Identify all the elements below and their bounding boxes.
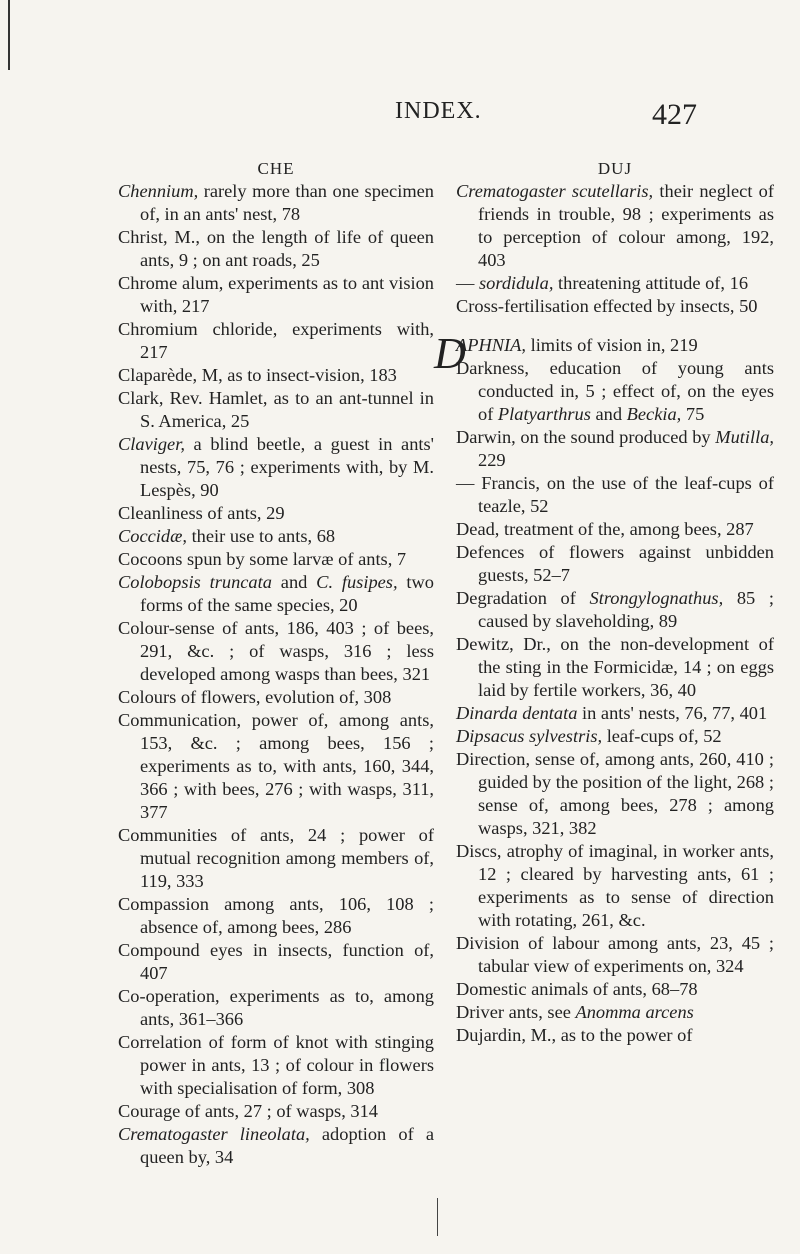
- index-entry: [118, 617, 434, 686]
- entry-text: Dewitz, Dr., on the non-development of the sting in the Formicidæ, 14 ; on eggs laid by fertile workers, 36, 40: [456, 634, 774, 700]
- entry-text: Communities of ants, 24 ; power of mutual recognition among members of, 119, 333: [118, 825, 434, 891]
- entry-text: and: [590, 404, 627, 424]
- index-entry: [456, 357, 774, 426]
- right-entry-list-bottom: [456, 357, 774, 1047]
- index-entry: [118, 1031, 434, 1100]
- entry-text: Claparède, M, as to insect-vision, 183: [118, 365, 397, 385]
- index-entry: [456, 633, 774, 702]
- entry-text: Cross-fertilisation effected by insects, 50: [456, 296, 758, 316]
- index-entry: [118, 686, 434, 709]
- entry-text: their neglect of friends in trouble, 98 ; experiments as to perception of colour among, 192, 403: [478, 181, 774, 270]
- entry-text: 229: [478, 450, 506, 470]
- entry-italic-term: APHNIA,: [456, 335, 526, 355]
- entry-text: threatening attitude of, 16: [553, 273, 749, 293]
- scan-edge-rule: [8, 0, 10, 70]
- index-entry: [456, 932, 774, 978]
- entry-text: limits of vision in, 219: [525, 335, 698, 355]
- entry-italic-term: Crematogaster lineolata,: [118, 1124, 310, 1144]
- page-number: 427: [652, 98, 697, 131]
- index-entry: [118, 709, 434, 824]
- entry-italic-term: Crematogaster scutellaris,: [456, 181, 654, 201]
- entry-text: Communication, power of, among ants, 153, &c. ; among bees, 156 ; experiments as to, with ants, 160, 344, 366 ; with bees, 276 ; with wasps, 311, 377: [118, 710, 434, 822]
- index-entry: [118, 502, 434, 525]
- entry-text: Dujardin, M., as to the power of: [456, 1025, 693, 1045]
- index-entry: [456, 518, 774, 541]
- entry-text: in ants' nests, 76, 77, 401: [577, 703, 768, 723]
- index-entry: [118, 272, 434, 318]
- entry-italic-term: sordidula,: [479, 273, 554, 293]
- right-column: [434, 157, 774, 1047]
- entry-italic-term: Platyarthrus: [497, 404, 591, 424]
- index-entry: [118, 893, 434, 939]
- index-entry: [456, 541, 774, 587]
- index-entry: [456, 587, 774, 633]
- index-entry: [118, 525, 434, 548]
- entry-text: Cleanliness of ants, 29: [118, 503, 285, 523]
- index-entry: [118, 318, 434, 364]
- entry-italic-term: Anomma arcens: [575, 1002, 694, 1022]
- entry-text: Discs, atrophy of imaginal, in worker ants, 12 ; cleared by harvesting ants, 61 ; experiments as to sense of direction with rotating, 261, &c.: [456, 841, 774, 930]
- entry-italic-term: Dinarda dentata: [456, 703, 578, 723]
- entry-text: Compound eyes in insects, function of, 407: [118, 940, 434, 983]
- entry-text: Darkness, education of young ants conducted in, 5 ; effect of, on the eyes of: [456, 358, 774, 424]
- index-entry: [118, 548, 434, 571]
- right-guide-word: DUJ: [597, 159, 633, 178]
- entry-text: Direction, sense of, among ants, 260, 410 ; guided by the position of the light, 268 ; sense of, among bees, 278 ; among wasps, 321, 382: [456, 749, 774, 838]
- entry-text: Cocoons spun by some larvæ of ants, 7: [118, 549, 407, 569]
- index-entry: [118, 824, 434, 893]
- entry-text: — Francis, on the use of the leaf-cups of teazle, 52: [456, 473, 774, 516]
- entry-text: —: [456, 273, 479, 293]
- page-header: [0, 98, 800, 138]
- index-entry: [118, 1100, 434, 1123]
- entry-text: Dead, treatment of the, among bees, 287: [456, 519, 754, 539]
- index-entry: [456, 180, 774, 272]
- index-entry: [456, 702, 774, 725]
- entry-text: two forms of the same species, 20: [140, 572, 434, 615]
- entry-text: Chrome alum, experiments as to ant vision with, 217: [118, 273, 434, 316]
- entry-text: Christ, M., on the length of life of queen ants, 9 ; on ant roads, 25: [118, 227, 434, 270]
- entry-text: Colours of flowers, evolution of, 308: [118, 687, 392, 707]
- index-entry: [118, 1123, 434, 1169]
- index-entry: [118, 985, 434, 1031]
- index-entry: [118, 226, 434, 272]
- entry-text: 85 ; caused by slaveholding, 89: [478, 588, 774, 631]
- index-entry: [456, 472, 774, 518]
- index-entry: [118, 387, 434, 433]
- entry-text: a blind beetle, a guest in ants' nests, 75, 76 ; experiments with, by M. Lespès, 90: [140, 434, 434, 500]
- entry-text: Chromium chloride, experiments with, 217: [118, 319, 434, 362]
- index-entry: [456, 1024, 774, 1047]
- entry-italic-term: Dipsacus sylvestris,: [456, 726, 603, 746]
- entry-italic-term: Coccidæ,: [118, 526, 187, 546]
- entry-text: Co-operation, experiments as to, among ants, 361–366: [118, 986, 434, 1029]
- entry-text: Domestic animals of ants, 68–78: [456, 979, 698, 999]
- entry-italic-term: Beckia,: [626, 404, 682, 424]
- index-entry: [118, 571, 434, 617]
- index-entry: [118, 433, 434, 502]
- left-entry-list: [118, 180, 434, 1169]
- index-entry: [456, 426, 774, 472]
- entry-text: their use to ants, 68: [186, 526, 336, 546]
- column-divider: [437, 1198, 438, 1236]
- index-entry-daphnia: [434, 329, 774, 378]
- entry-text: Driver ants, see: [456, 1002, 576, 1022]
- entry-text: and: [271, 572, 317, 592]
- entry-text: 75: [681, 404, 705, 424]
- entry-text: Colour-sense of ants, 186, 403 ; of bees, 291, &c. ; of wasps, 316 ; less developed among wasps than bees, 321: [118, 618, 434, 684]
- index-entry: [456, 295, 774, 318]
- entry-italic-term: Claviger,: [118, 434, 185, 454]
- entry-text: Clark, Rev. Hamlet, as to an ant-tunnel in S. America, 25: [118, 388, 434, 431]
- entry-text: rarely more than one specimen of, in an ants' nest, 78: [140, 181, 434, 224]
- index-entry: [118, 364, 434, 387]
- drop-cap: D: [434, 329, 466, 378]
- entry-text: Compassion among ants, 106, 108 ; absence of, among bees, 286: [118, 894, 434, 937]
- index-entry: [456, 748, 774, 840]
- index-entry: [456, 725, 774, 748]
- left-column: [118, 157, 434, 1169]
- entry-italic-term: Chennium,: [118, 181, 199, 201]
- left-guide-word: CHE: [257, 159, 295, 178]
- index-entry: [456, 978, 774, 1001]
- entry-text: leaf-cups of, 52: [602, 726, 722, 746]
- entry-italic-term: C. fusipes,: [316, 572, 398, 592]
- index-entry: [456, 272, 774, 295]
- entry-italic-term: Colobopsis truncata: [118, 572, 272, 592]
- entry-text: Darwin, on the sound produced by: [456, 427, 716, 447]
- entry-text: Division of labour among ants, 23, 45 ; tabular view of experiments on, 324: [456, 933, 774, 976]
- entry-text: Defences of flowers against unbidden guests, 52–7: [456, 542, 774, 585]
- index-entry: [118, 939, 434, 985]
- index-entry: [456, 1001, 774, 1024]
- entry-text: Degradation of: [456, 588, 590, 608]
- entry-italic-term: Strongylognathus,: [589, 588, 724, 608]
- entry-text: Correlation of form of knot with stinging power in ants, 13 ; of colour in flowers with specialisation of form, 308: [118, 1032, 434, 1098]
- right-entry-list-top: [456, 180, 774, 318]
- running-title: INDEX.: [395, 98, 482, 124]
- index-entry: [456, 840, 774, 932]
- entry-italic-term: Mutilla,: [715, 427, 774, 447]
- index-entry: [118, 180, 434, 226]
- entry-text: adoption of a queen by, 34: [140, 1124, 434, 1167]
- entry-text: Courage of ants, 27 ; of wasps, 314: [118, 1101, 378, 1121]
